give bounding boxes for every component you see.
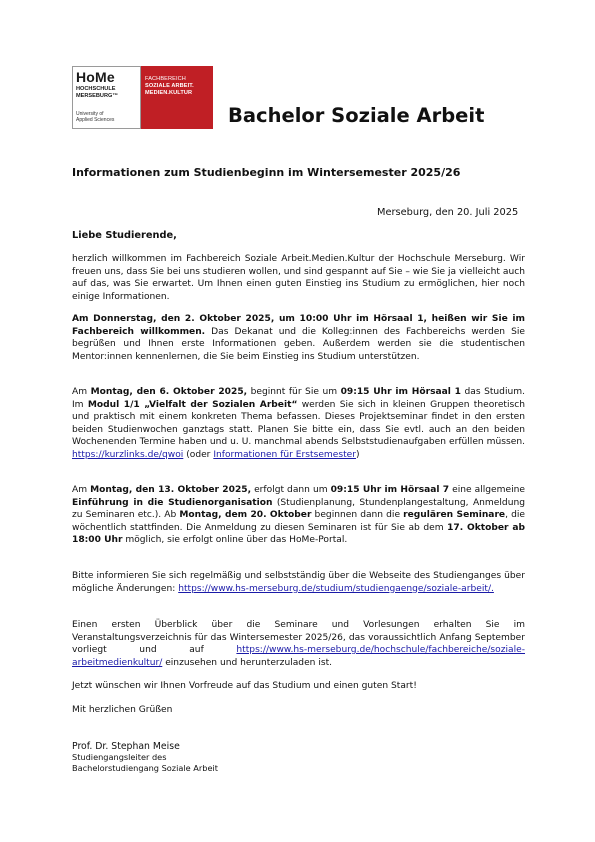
text: eine allgemeine (449, 485, 525, 495)
paragraph-course-catalog (72, 619, 525, 669)
logo-faculty-line2: SOZIALE ARBEIT. (145, 82, 194, 89)
kurzlink-link[interactable]: https://kurzlinks.de/qwoi (72, 449, 184, 460)
logo-school-name (76, 86, 118, 99)
text: werden Sie sich in kleinen Gruppen theoretisch und praktisch mit einem konkreten Thema befassen. Dieses Projektseminar findet in den ersten beiden Studienwochen ganztags statt. Planen Sie bitte ein, dass Sie evtl. auch an den beiden Wochenenden Termine haben und u. U. manchmal abends Selbststudienaufgaben erfüllen müssen. (72, 399, 526, 447)
text: erfolgt dann um (251, 485, 331, 495)
logo-uas-line2: Applied Sciences (76, 117, 115, 123)
date-bold: Montag, den 6. Oktober 2025, (90, 387, 248, 397)
text: (Studienplanung, Stundenplangestaltung, Anmeldung zu Seminaren etc.). Ab (72, 497, 525, 520)
paragraph-study-start (72, 386, 525, 461)
text: Einen ersten Überblick über die Seminare und Vorlesungen erhalten Sie im Veranstaltungsverzeichnis für das Wintersemester 2025/26, das voraussichtlich Anfang September vorliegt und auf (72, 620, 525, 655)
text: Am (72, 485, 91, 495)
seminars-bold: regulären Seminare (403, 510, 506, 520)
text: (oder (183, 449, 214, 460)
logo-uas (76, 111, 114, 123)
logo-home-panel (72, 66, 141, 129)
text: beginnt für Sie um (247, 387, 341, 397)
logo-faculty-line3: MEDIEN.KULTUR (145, 89, 193, 96)
logo-faculty-line1: FACHBEREICH (145, 76, 186, 82)
text: möglich, sie erfolgt online über das HoMe-Portal. (122, 535, 348, 545)
time-room-bold: 09:15 Uhr im Hörsaal 7 (330, 485, 450, 495)
signatory-name: Prof. Dr. Stephan Meise (72, 741, 180, 752)
text: das Studium. Im (72, 387, 525, 410)
text: einzusehen und herunterzuladen ist. (162, 657, 333, 668)
intro-bold: Einführung in die Studienorganisation (72, 497, 273, 508)
paragraph-wishes: Jetzt wünschen wir Ihnen Vorfreude auf das Studium und einen guten Start! (72, 681, 417, 691)
text: Am (72, 387, 91, 397)
studiengang-website-link[interactable]: https://www.hs-merseburg.de/studium/studiengaenge/soziale-arbeit/. (178, 583, 494, 594)
logo-faculty-panel (141, 66, 213, 129)
fachbereich-website-link[interactable]: https://www.hs-merseburg.de/hochschule/fachbereiche/soziale-arbeitmedienkultur/ (72, 645, 525, 668)
text: , die wöchentlich stattfinden. Die Anmeldung zu diesen Seminaren ist für Sie ab dem (72, 510, 525, 533)
greeting: Liebe Studierende, (72, 230, 177, 241)
logo-school-line2: MERSEBURG™ (76, 92, 118, 99)
logo-home-text: HoMe (76, 69, 115, 85)
date-bold: Montag, den 13. Oktober 2025, (90, 485, 252, 495)
signatory-role-line1: Studiengangsleiter des (72, 752, 167, 762)
hochschule-merseburg-logo (72, 66, 213, 129)
text: Bitte informieren Sie sich regelmäßig und selbstständig über die Webseite des Studienganges über mögliche Änderungen: (72, 571, 525, 594)
paragraph-welcome: herzlich willkommen im Fachbereich Soziale Arbeit.Medien.Kultur der Hochschule Merseburg. Wir freuen uns, dass Sie bei uns studieren wollen, und sind gespannt auf Sie – wie Sie ja vielleicht auch auf das, was Sie erwartet. Um Ihnen einen guten Einstieg ins Studium zu ermöglichen, hier noch einige Informationen. (72, 254, 525, 302)
signature-block (72, 741, 218, 773)
paragraph-study-organisation (72, 484, 525, 547)
welcome-event-text: Das Dekanat und die Kolleg:innen des Fachbereichs werden Sie begrüßen und Ihnen erste Informationen geben. Außerdem werden sie die studentischen Mentor:innen kennenlernen, die Sie beim Einstieg ins Studium unterstützen. (72, 326, 525, 362)
time-room-bold: 09:15 Uhr im Hörsaal 1 (340, 387, 461, 397)
registration-date-bold: 17. Oktober ab 18:00 Uhr (72, 522, 525, 545)
module-bold: Modul 1/1 „Vielfalt der Sozialen Arbeit“ (87, 399, 298, 410)
text: beginnen dann die (311, 510, 404, 520)
signatory-role-line2: Bachelorstudiengang Soziale Arbeit (72, 762, 218, 773)
logo-school-line1: HOCHSCHULE (76, 86, 116, 92)
closing-line: Mit herzlichen Grüßen (72, 705, 173, 715)
logo-uas-line1: University of (76, 111, 104, 117)
date-bold: Montag, dem 20. Oktober (179, 510, 312, 520)
welcome-event-bold: Am Donnerstag, den 2. Oktober 2025, um 10:00 Uhr im Hörsaal 1, heißen wir Sie im Fachbereich willkommen. (72, 314, 525, 337)
document-title: Bachelor Soziale Arbeit (228, 104, 485, 127)
paragraph-website-info (72, 570, 525, 595)
text: ) (356, 449, 360, 460)
subject-line: Informationen zum Studienbeginn im Wintersemester 2025/26 (72, 166, 461, 179)
date-line: Merseburg, den 20. Juli 2025 (377, 207, 519, 218)
paragraph-welcome-event (72, 313, 525, 363)
logo-faculty-text (145, 76, 194, 96)
erstsemester-info-link[interactable]: Informationen für Erstsemester (213, 449, 357, 460)
